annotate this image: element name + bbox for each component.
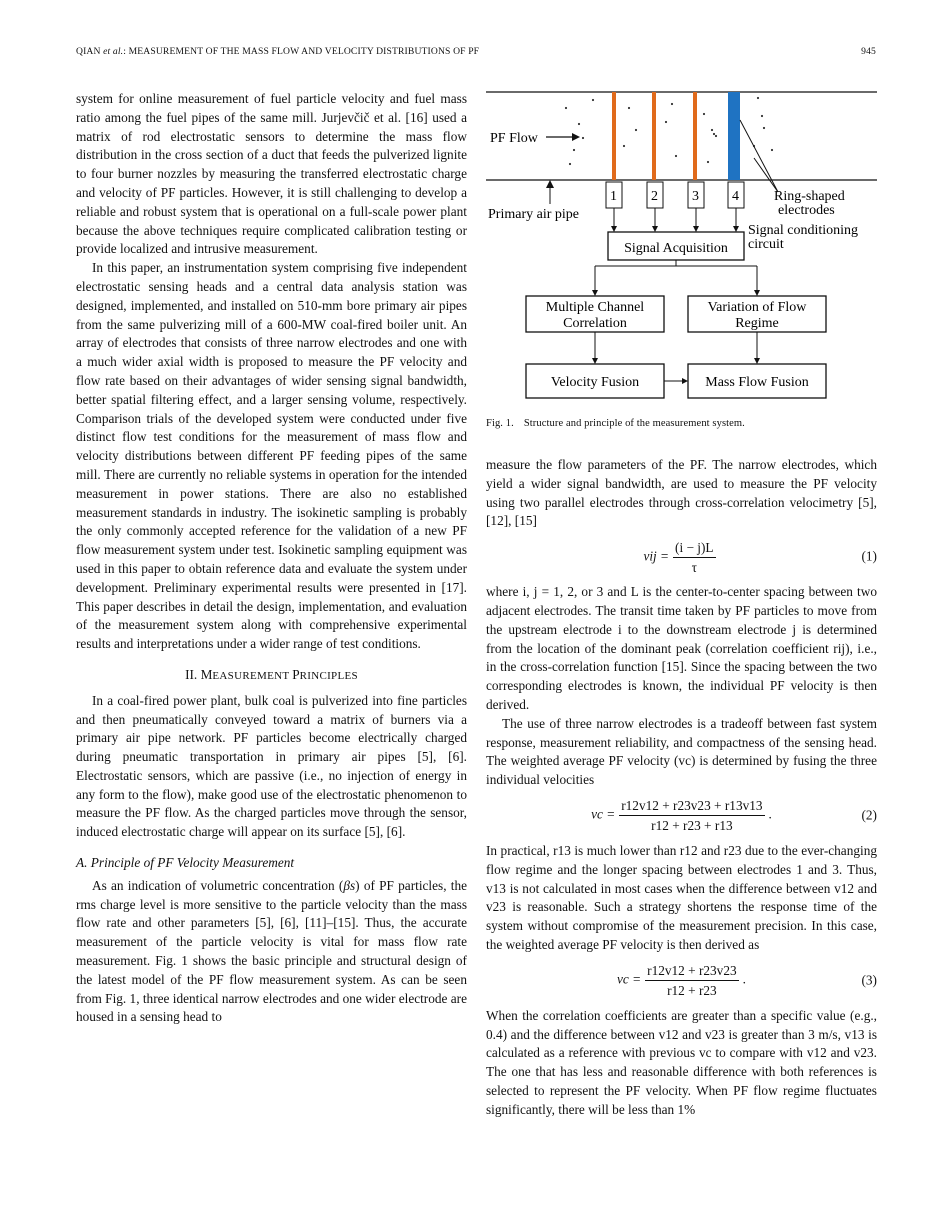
velocity-fusion-label: Velocity Fusion (550, 375, 640, 390)
circuit-label: circuit (748, 237, 784, 252)
narrow-electrode-2 (652, 92, 656, 180)
equation-1 (486, 537, 877, 577)
eq1-numerator: (i − j)L (673, 539, 716, 558)
electrode-label-1: 1 (610, 189, 617, 204)
multiple-channel-label: Multiple Channel (545, 300, 645, 315)
eq1-denominator: τ (691, 559, 697, 575)
signal-conditioning-label: Signal conditioning (748, 223, 859, 238)
section-heading: II. MEASUREMENT PRINCIPLES (185, 666, 358, 682)
mass-flow-fusion-label: Mass Flow Fusion (705, 375, 809, 390)
equation-3: vc = $\frac{r12v12 + r23v23}{r12 + r23}$ . (3) (617, 963, 877, 999)
right-column (486, 456, 877, 1120)
eq1-lhs: vij = (643, 548, 670, 564)
narrow-electrode-3 (693, 92, 697, 180)
ring-shaped-label: Ring-shaped (774, 189, 845, 204)
pf-flow-label: PF Flow (490, 131, 538, 146)
paragraph: measure the flow parameters of the PF. The narrow electrodes, which yield a wider signal bandwidth, are used to measure the PF velocity using two parallel electrodes through cross-correlation velocimetry [5], [12], [15] (486, 457, 877, 529)
equation-number: (1) (861, 548, 877, 564)
eq3-lhs: vc = (617, 971, 642, 987)
electrode-label-3: 3 (692, 189, 699, 204)
variation-label: Variation of Flow (707, 300, 807, 315)
primary-air-pipe-label: Primary air pipe (488, 207, 579, 222)
caption-label: Fig. 1. (486, 418, 514, 429)
paragraph: system for online measurement of fuel particle velocity and fuel mass ratio among the fuel pipes of the same mill. Jurjevčič et al. [16] used a matrix of rod electrostatic sensors to determine the mass flow distribution in the cross section of a duct that feeds the pulverized lignite to four burner nozzles by measuring the transferred electrostatic charge and velocity of PF particles. However, it is still challenging to develop a reliable and robust system that is operational on a full-scale power plant because the above techniques require complicated calibration testing or provide localized and intrusive measurement. (76, 91, 467, 257)
electrode-label-2: 2 (651, 189, 658, 204)
signal-acquisition-label: Signal Acquisition (624, 241, 728, 256)
equation-number: (3) (861, 972, 877, 988)
pf-particles (565, 97, 773, 165)
wide-electrode-4 (728, 92, 740, 180)
figure-caption (486, 418, 745, 429)
eq3-numerator: r12v12 + r23v23 (645, 962, 739, 981)
electrode-label-4: 4 (732, 189, 739, 204)
eq2-lhs: vc = (591, 807, 616, 822)
figure-1 (486, 86, 877, 406)
paragraph: In practical, r13 is much lower than r12 and r23 due to the ever-changing flow regime and the longer spacing between electrodes 1 and 3. Thus, v13 is not calculated in most cases when the difference between v12 and v23 is reasonable. Such a strategy shortens the response time of the system without compromise of the measurement precision. In this case, the weighted average PF velocity is then derived as (486, 842, 877, 952)
left-column (76, 90, 467, 1027)
paragraph: where i, j = 1, 2, or 3 and L is the center-to-center spacing between two adjacent electrodes. The transit time taken by PF particles to move from the upstream electrode i to the downstream electrode j is determined from the location of the dominant peak (correlation coefficient rij), i.e., in the cross-correlation function [15]. Since the spacing between the two corresponding electrodes is known, the individual PF velocity is then derived. (486, 584, 877, 712)
regime-label: Regime (735, 316, 779, 331)
electrodes-label: electrodes (778, 203, 835, 218)
equation-number: (2) (861, 807, 877, 823)
eq2-denominator: r12 + r23 + r13 (651, 818, 733, 834)
caption-text: Structure and principle of the measurement system. (523, 418, 745, 429)
running-title: QIAN et al.: MEASUREMENT OF THE MASS FLOW AND VELOCITY DISTRIBUTIONS OF PF (76, 46, 480, 57)
correlation-label: Correlation (563, 316, 627, 331)
paragraph: In a coal-fired power plant, bulk coal is pulverized into fine particles and then pneumatically conveyed toward a matrix of burners via a primary air pipe network. PF particles become electrically charged during pneumatic transportation in primary air pipes [5], [6]. Electrostatic sensors, which are passive (i.e., no injection of energy in any form to the flow), make good use of the electrostatic phenomenon to measure the PF flow. As the charged particles move through the sensor, induced electrostatic charge will appear on its surface [5], [6]. (76, 692, 467, 840)
subsection-heading: A. Principle of PF Velocity Measurement (76, 855, 295, 871)
page-number: 945 (861, 46, 876, 57)
paragraph: When the correlation coefficients are greater than a specific value (e.g., 0.4) and the difference between v12 and v23 is greater than 3 m/s, v13 is calculated as a reference with previous vc to compare with v12 and v23. The one that has less and reasonable difference with both references is selected to represent the PF velocity. When PF flow regime fluctuates significantly, there will be less than 1% (486, 1007, 877, 1117)
equation-2: vc = $\frac{r12v12 + r23v23 + r13v13}{r12 + r23 + r13}$ . (2) (591, 798, 877, 834)
eq3-denominator: r12 + r23 (667, 983, 717, 999)
paragraph: As an indication of volumetric concentration (βs) of PF particles, the rms charge level is more sensitive to the particle velocity than the mass flow rate and other parameters [5], [6], [11]–[15]. Thus, the accurate measurement of the particle velocity is vital for mass flow rate measurement. Fig. 1 shows the basic principle and structural design of the latest model of the PF flow measurement system. As can be seen from Fig. 1, three identical narrow electrodes and one wider electrode are housed in a sensing head to (76, 877, 467, 1025)
eq2-numerator: r12v12 + r23v23 + r13v13 (619, 797, 764, 816)
paragraph: The use of three narrow electrodes is a tradeoff between fast system response, measurement reliability, and compactness of the sensing head. The weighted average PF velocity (vc) is determined by fusing the three individual velocities (486, 715, 877, 788)
paragraph: In this paper, an instrumentation system comprising five independent electrostatic sensing heads and a central data analysis station was designed, implemented, and installed on 510-mm bore primary air pipes from the same pulverizing mill of a 600-MW coal-fired boiler unit. An array of electrodes that consists of three narrow electrodes and one with a much wider axial width is proposed to measure the PF velocity and flow rate based on their advantages of wider sensing signal bandwidth, better spatial filtering effect, and a larger sensing volume, respectively. Comparison trials of the developed system were conducted under five distinct flow test conditions for the measurement of mass flow and velocity distributions between different PF feeding pipes of the same mill. There are currently no reliable systems in operation for the intended measurement in power stations. There are also no established measurement standards in industry. The isokinetic sampling is probably the only commonly accepted reference for the validation of a new PF flow measurement system under test. Isokinetic sampling equipment was used in this paper to obtain reference data and evaluate the system under development. Preliminary experimental results were presented in [17]. This paper describes in detail the design, implementation, and evaluation of the measurement system along with comprehensive experimental results and interpretations under a wider range of test conditions. (76, 260, 467, 652)
narrow-electrode-1 (612, 92, 616, 180)
